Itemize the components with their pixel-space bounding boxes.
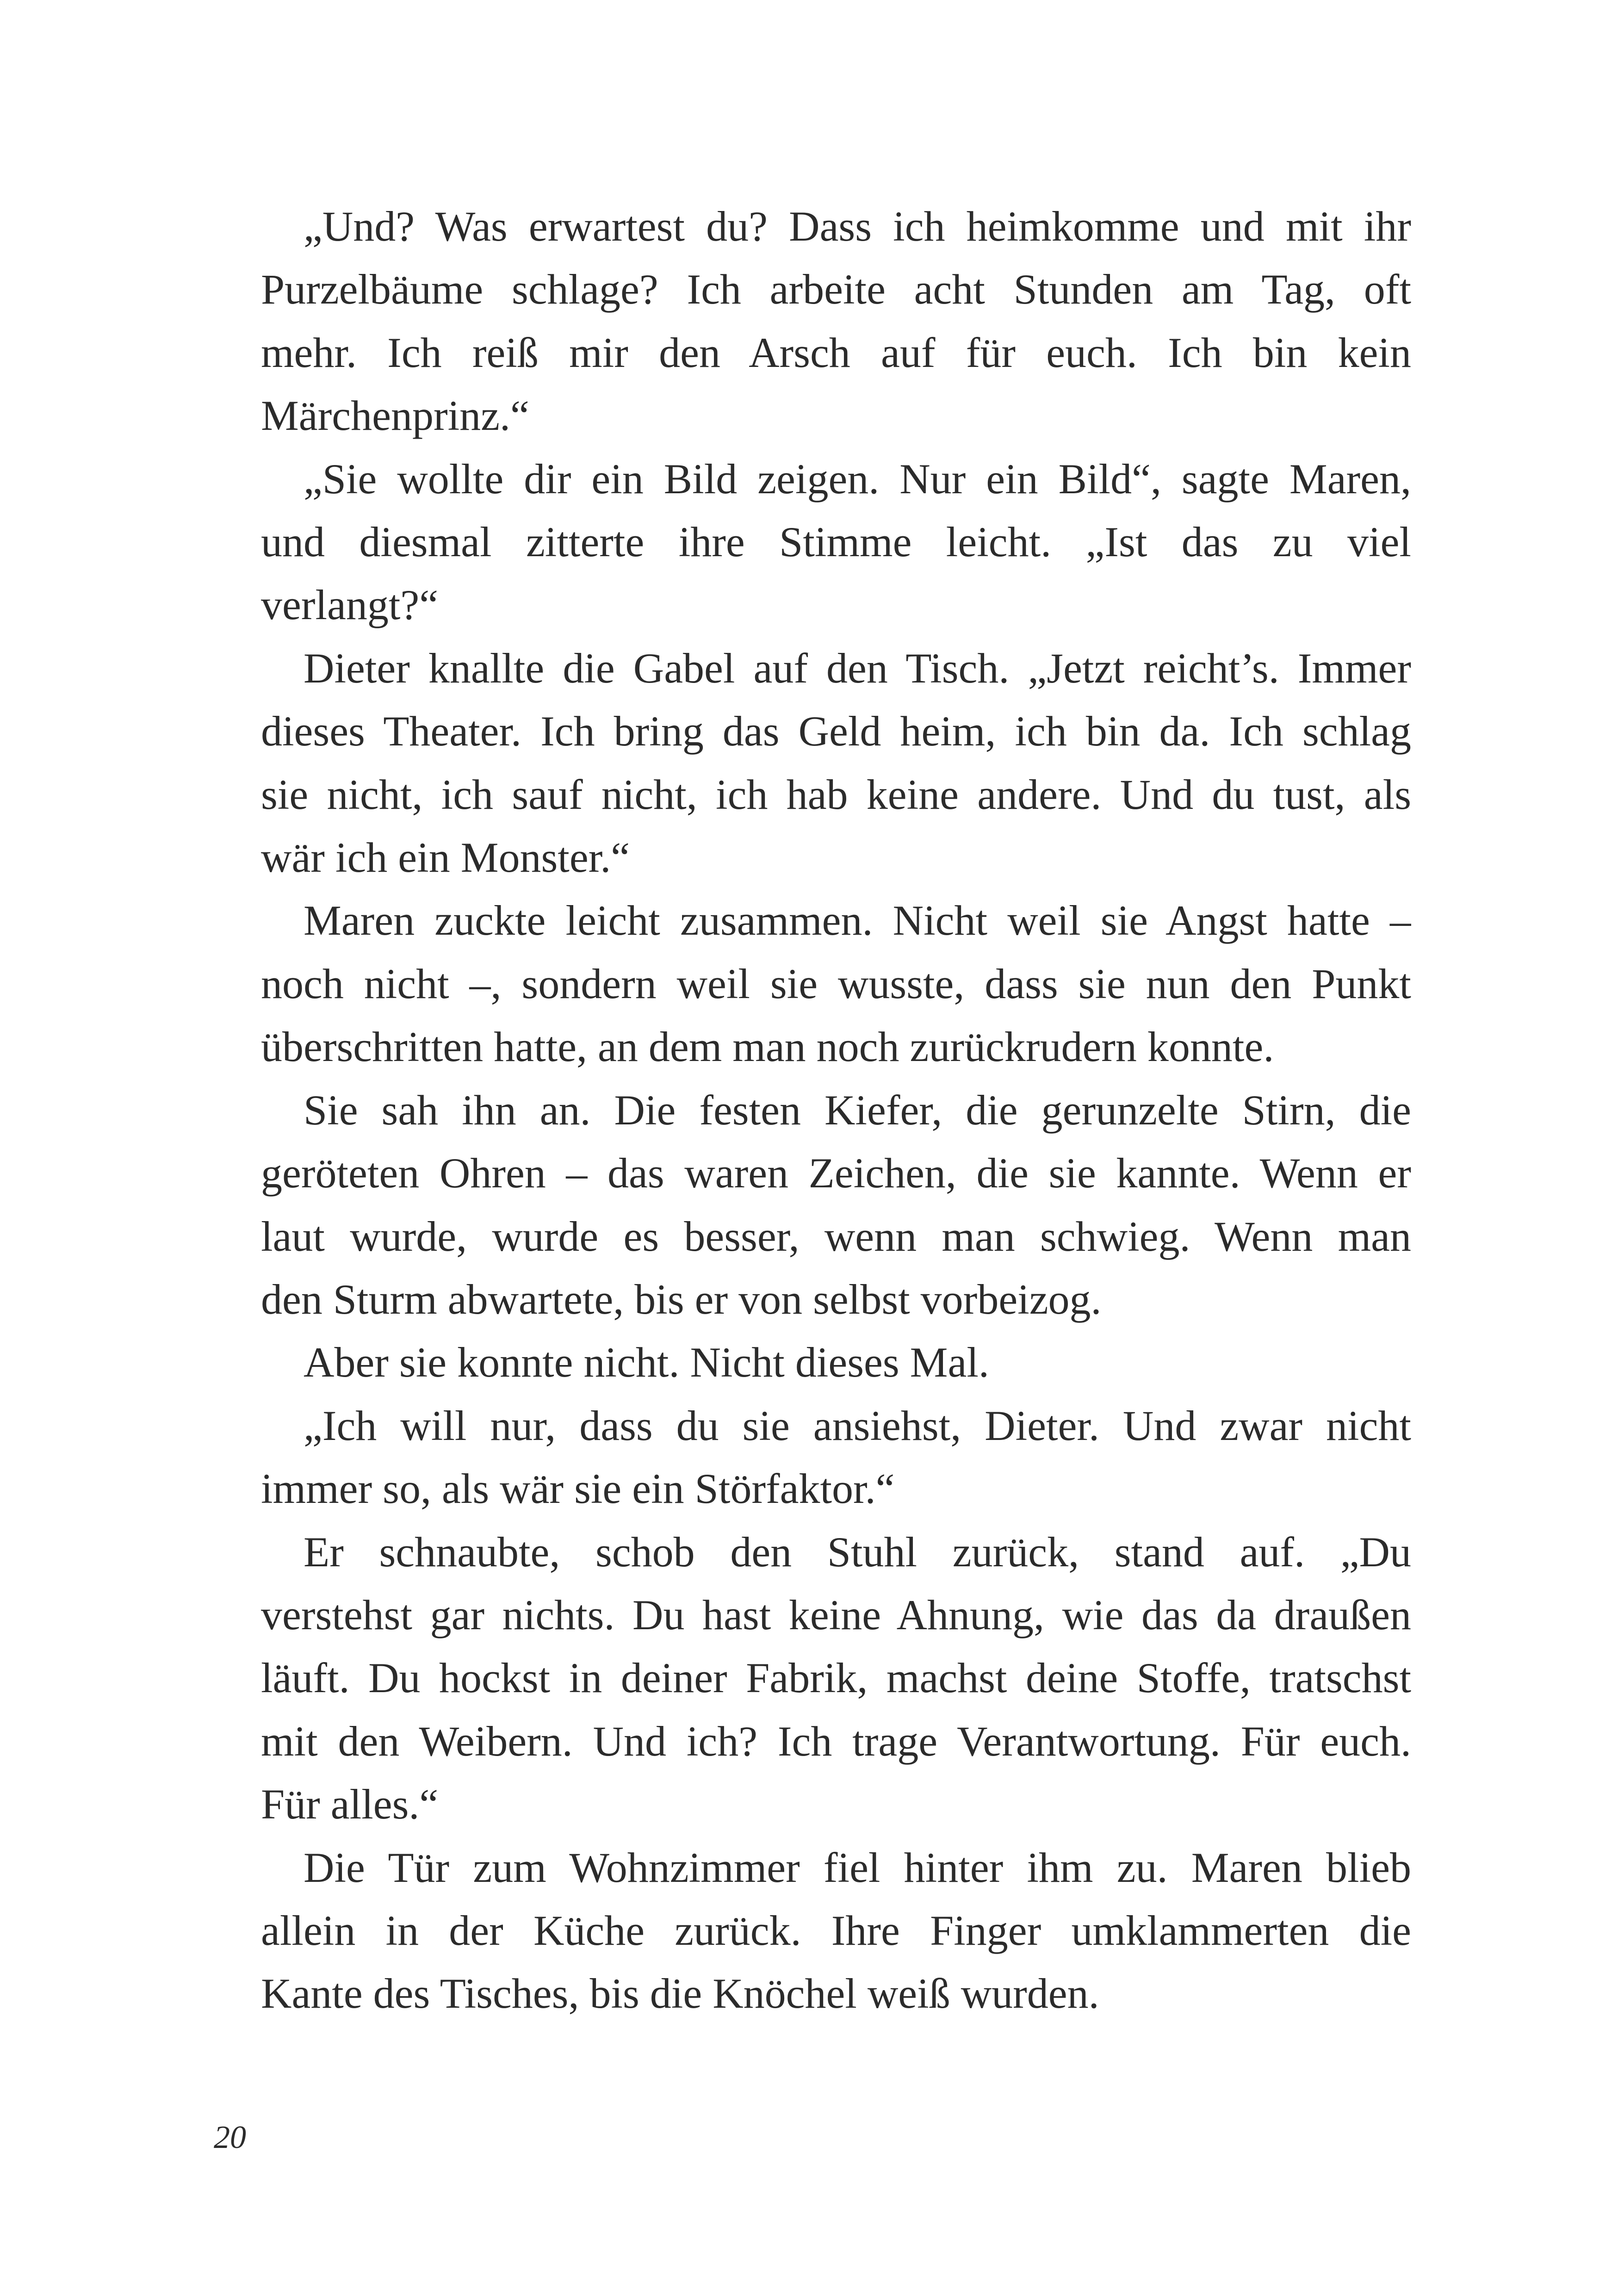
paragraph xyxy=(218,1520,1411,1836)
text-line: „Sie wollte dir ein Bild zeigen. Nur ein Bild“, sagte Maren, xyxy=(304,455,1411,503)
text-line: den Sturm abwartete, bis er von selbst vorbeizog. xyxy=(261,1275,1102,1323)
paragraph xyxy=(218,447,1411,637)
text-line: läuft. Du hockst in deiner Fabrik, machst deine Stoffe, tratschst xyxy=(261,1654,1411,1702)
text-line: Maren zuckte leicht zusammen. Nicht weil sie Angst hatte – xyxy=(304,897,1411,944)
paragraph xyxy=(218,1836,1411,2025)
text-line: Purzelbäume schlage? Ich arbeite acht Stunden am Tag, oft xyxy=(261,266,1411,313)
body-text xyxy=(218,195,1411,2025)
text-line: und diesmal zitterte ihre Stimme leicht. „Ist das zu viel xyxy=(261,518,1411,566)
text-line: Kante des Tisches, bis die Knöchel weiß wurden. xyxy=(261,1970,1099,2017)
text-line: überschritten hatte, an dem man noch zurückrudern konnte. xyxy=(261,1023,1274,1071)
paragraph xyxy=(218,637,1411,889)
text-line: Sie sah ihn an. Die festen Kiefer, die gerunzelte Stirn, die xyxy=(304,1086,1411,1134)
text-line: sie nicht, ich sauf nicht, ich hab keine andere. Und du tust, als xyxy=(261,770,1411,818)
text-line: „Und? Was erwartest du? Dass ich heimkomme und mit ihr xyxy=(304,203,1411,250)
page-number: 20 xyxy=(214,2120,246,2155)
text-line: allein in der Küche zurück. Ihre Finger umklammerten die xyxy=(261,1906,1411,1954)
text-line: Für alles.“ xyxy=(261,1781,439,1828)
text-line: verlangt?“ xyxy=(261,581,439,629)
text-line: geröteten Ohren – das waren Zeichen, die sie kannte. Wenn er xyxy=(261,1149,1411,1197)
paragraph xyxy=(218,1394,1411,1520)
text-line: laut wurde, wurde es besser, wenn man schwieg. Wenn man xyxy=(261,1212,1411,1260)
text-line: noch nicht –, sondern weil sie wusste, dass sie nun den Punkt xyxy=(261,960,1411,1007)
text-line: mehr. Ich reiß mir den Arsch auf für euch. Ich bin kein xyxy=(261,329,1411,376)
text-line: Er schnaubte, schob den Stuhl zurück, stand auf. „Du xyxy=(304,1528,1411,1576)
text-line: Aber sie konnte nicht. Nicht dieses Mal. xyxy=(304,1339,989,1386)
text-line: dieses Theater. Ich bring das Geld heim, ich bin da. Ich schlag xyxy=(261,707,1411,755)
text-line: verstehst gar nichts. Du hast keine Ahnung, wie das da draußen xyxy=(261,1591,1411,1638)
text-line: Märchenprinz.“ xyxy=(261,392,529,440)
paragraph xyxy=(218,1331,1411,1394)
paragraph xyxy=(218,195,1411,447)
text-line: immer so, als wär sie ein Störfaktor.“ xyxy=(261,1465,895,1513)
text-line: wär ich ein Monster.“ xyxy=(261,834,630,881)
paragraph xyxy=(218,1079,1411,1331)
text-line: „Ich will nur, dass du sie ansiehst, Dieter. Und zwar nicht xyxy=(304,1402,1411,1449)
text-line: Die Tür zum Wohnzimmer fiel hinter ihm zu. Maren blieb xyxy=(304,1843,1411,1891)
text-line: mit den Weibern. Und ich? Ich trage Verantwortung. Für euch. xyxy=(261,1717,1411,1765)
paragraph xyxy=(218,889,1411,1078)
text-line: Dieter knallte die Gabel auf den Tisch. „Jetzt reicht’s. Immer xyxy=(304,644,1411,692)
